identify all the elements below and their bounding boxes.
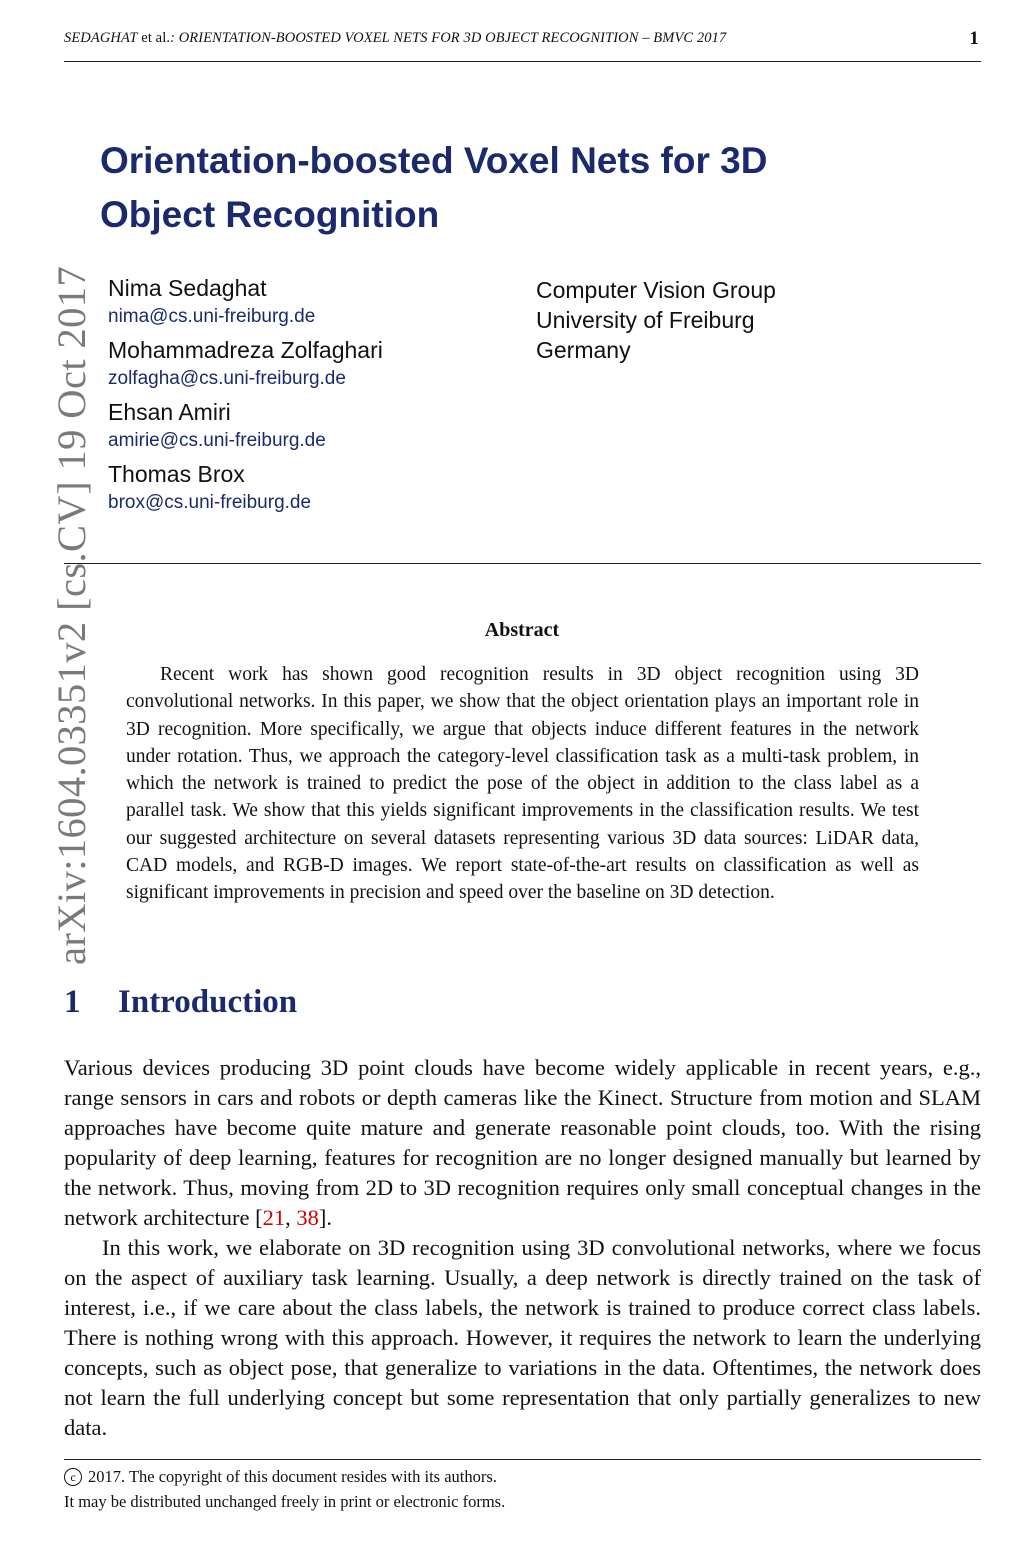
intro-paragraph: In this work, we elaborate on 3D recognition using 3D convolutional networks, where we focus on the aspect of auxiliary task learning. Usually, a deep network is directly trained on the task of interest, i.e., if we care about the class labels, the network is trained to produce correct class labels. There is nothing wrong with this approach. However, it requires the network to learn the underlying concepts, such as object pose, that generalize to variations in the data. Oftentimes, the network does not learn the full underlying concept but some representation that only partially generalizes to new data.: [64, 1235, 981, 1440]
title-line-2: Object Recognition: [100, 194, 440, 235]
header-rule: [64, 61, 981, 62]
author-entry: [108, 335, 383, 394]
footnote-text: 2017. The copyright of this document resides with its authors.: [88, 1467, 497, 1486]
abstract-heading: Abstract: [484, 619, 560, 641]
intro-paragraph: [64, 1053, 981, 1233]
running-header: [64, 30, 981, 47]
running-title-etal: et al.: [137, 30, 171, 46]
citation-separator: ,: [285, 1205, 297, 1230]
author-name: Mohammadreza Zolfaghari: [108, 337, 383, 363]
affiliation-line: Germany: [536, 337, 631, 363]
author-email-link[interactable]: nima@cs.uni-freiburg.de: [108, 306, 316, 327]
affiliation-line: University of Freiburg: [536, 307, 755, 333]
section-title: Introduction: [118, 984, 298, 1020]
intro-text: ].: [318, 1205, 333, 1230]
title-block-rule: [64, 563, 981, 564]
author-email-link[interactable]: brox@cs.uni-freiburg.de: [108, 492, 312, 513]
introduction-body: [64, 1053, 981, 1443]
section-number: 1: [64, 984, 81, 1020]
footnote-line: [64, 1464, 505, 1489]
intro-text: Various devices producing 3D point clouds have become widely applicable in recent years, e.g., range sensors in cars and robots or depth cameras like the Kinect. Structure from motion and SLAM approaches have become quite mature and generate reasonable point clouds, too. With the rising popularity of deep learning, features for recognition are no longer designed manually but learned by the network. Thus, moving from 2D to 3D recognition requires only small conceptual changes in the network architecture [: [64, 1055, 981, 1230]
author-email-link[interactable]: zolfagha@cs.uni-freiburg.de: [108, 368, 346, 389]
author-entry: [108, 459, 383, 518]
title-line-1: Orientation-boosted Voxel Nets for 3D: [100, 140, 768, 181]
arxiv-stamp: arXiv:1604.03351v2 [cs.CV] 19 Oct 2017: [49, 265, 94, 965]
copyright-icon: c: [64, 1468, 82, 1486]
affiliation-line: Computer Vision Group: [536, 277, 776, 303]
running-title: : ORIENTATION-BOOSTED VOXEL NETS FOR 3D OBJECT RECOGNITION – BMVC 2017: [170, 30, 727, 46]
author-name: Nima Sedaghat: [108, 275, 267, 301]
author-entry: [108, 273, 383, 332]
author-entry: [108, 397, 383, 456]
author-email-link[interactable]: amirie@cs.uni-freiburg.de: [108, 430, 326, 451]
section-heading: [64, 984, 297, 1021]
paper-title: [100, 134, 960, 242]
page-number: 1: [969, 28, 979, 49]
copyright-footnote: [64, 1464, 505, 1514]
author-name: Thomas Brox: [108, 461, 245, 487]
author-list: [108, 273, 383, 521]
abstract-text: Recent work has shown good recognition results in 3D object recognition using 3D convolutional networks. In this paper, we show that the object orientation plays an important role in 3D recognition. More specifically, we argue that objects induce different features in the network under rotation. Thus, we approach the category-level classification task as a multi-task problem, in which the network is trained to predict the pose of the object in addition to the class label as a parallel task. We show that this yields significant improvements in the classification results. We test our suggested architecture on several datasets representing various 3D data sources: LiDAR data, CAD models, and RGB-D images. We report state-of-the-art results on classification as well as significant improvements in precision and speed over the baseline on 3D detection.: [126, 664, 919, 904]
affiliation: [536, 275, 776, 365]
footnote-rule: [64, 1459, 981, 1460]
author-name: Ehsan Amiri: [108, 399, 231, 425]
running-title-authors: SEDAGHAT: [64, 30, 138, 46]
footnote-line: It may be distributed unchanged freely in print or electronic forms.: [64, 1492, 506, 1511]
citation-link[interactable]: 38: [296, 1205, 319, 1230]
citation-link[interactable]: 21: [262, 1205, 286, 1230]
